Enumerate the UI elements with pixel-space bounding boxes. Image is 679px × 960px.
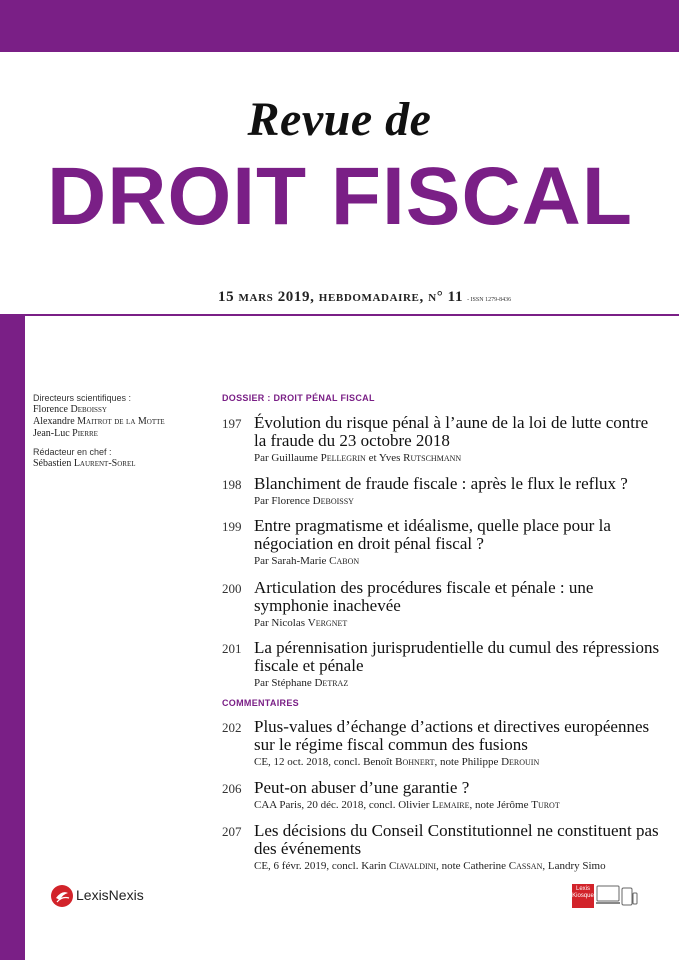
issue-dateline bbox=[218, 289, 511, 306]
devices-icon bbox=[596, 884, 638, 908]
entry-author: Par Stéphane Detraz bbox=[254, 677, 349, 689]
left-color-band bbox=[0, 314, 25, 960]
entry-title: Peut-on abuser d’une garantie ? bbox=[254, 778, 470, 797]
toc-entry[interactable] bbox=[222, 639, 662, 690]
toc-entry[interactable] bbox=[222, 517, 662, 568]
masthead-droit-fiscal: DROIT FISCAL bbox=[47, 151, 633, 242]
entry-author: Par Florence Deboissy bbox=[254, 495, 354, 507]
toc-entry[interactable] bbox=[222, 718, 662, 769]
toc-entry[interactable] bbox=[222, 475, 662, 508]
lexisnexis-logo-icon bbox=[50, 884, 74, 908]
entry-number: 197 bbox=[222, 416, 242, 431]
entry-title: La pérennisation jurisprudentielle du cumul des répressions fiscale et pénale bbox=[254, 638, 660, 675]
entry-title: Entre pragmatisme et idéalisme, quelle place pour la négociation en droit pénal fiscal ? bbox=[254, 516, 611, 553]
entry-author: Par Guillaume Pellegrin et Yves Rutschmann bbox=[254, 452, 462, 464]
entry-title: Articulation des procédures fiscale et pénale : une symphonie inachevée bbox=[254, 578, 594, 615]
editorial-staff bbox=[33, 392, 165, 470]
entry-number: 198 bbox=[222, 477, 242, 492]
entry-author: Par Nicolas Vergnet bbox=[254, 617, 348, 629]
masthead-revue-de: Revue de bbox=[247, 93, 432, 146]
issn: - ISSN 1279-8436 bbox=[467, 297, 512, 303]
entry-title: Les décisions du Conseil Constitutionnel ne constituent pas des événements bbox=[254, 821, 659, 858]
entry-author: CE, 12 oct. 2018, concl. Benoît Bohnert, note Philippe Derouin bbox=[254, 756, 540, 768]
entry-author: CE, 6 févr. 2019, concl. Karin Ciavaldini, note Catherine Cassan, Landry Simo bbox=[254, 860, 606, 872]
entry-author: CAA Paris, 20 déc. 2018, concl. Olivier Lemaire, note Jérôme Turot bbox=[254, 799, 560, 811]
entry-title: Évolution du risque pénal à l’aune de la loi de lutte contre la fraude du 23 octobre 2018 bbox=[254, 413, 649, 450]
toc-entry[interactable] bbox=[222, 414, 662, 465]
director-2: Alexandre Maitrot de la Motte bbox=[33, 416, 165, 427]
entry-title: Plus-values d’échange d’actions et directives européennes sur le régime fiscal commun des fusions bbox=[254, 717, 650, 754]
section-dossier-heading: DOSSIER : DROIT PÉNAL FISCAL bbox=[222, 393, 375, 403]
entry-number: 206 bbox=[222, 781, 242, 796]
entry-number: 199 bbox=[222, 519, 242, 534]
header-rule bbox=[25, 314, 679, 316]
director-1: Florence Deboissy bbox=[33, 404, 107, 415]
lexis-kiosque-badge: Lexis Kiosque bbox=[572, 884, 594, 908]
top-color-band bbox=[0, 0, 679, 52]
issue-date: 15 mars 2019, hebdomadaire, n° 11 bbox=[218, 289, 464, 305]
publisher-name: LexisNexis bbox=[76, 887, 144, 903]
entry-number: 201 bbox=[222, 641, 242, 656]
toc-entry[interactable] bbox=[222, 779, 662, 812]
entry-number: 202 bbox=[222, 720, 242, 735]
entry-author: Par Sarah-Marie Cabon bbox=[254, 555, 360, 567]
toc-entry[interactable] bbox=[222, 579, 662, 630]
entry-number: 207 bbox=[222, 824, 242, 839]
entry-number: 200 bbox=[222, 581, 242, 596]
editor-label: Rédacteur en chef : bbox=[33, 447, 112, 457]
entry-title: Blanchiment de fraude fiscale : après le flux le reflux ? bbox=[254, 474, 628, 493]
editor-name: Sébastien Laurent-Sorel bbox=[33, 458, 136, 469]
section-commentaires-heading: COMMENTAIRES bbox=[222, 698, 299, 708]
toc-entry[interactable] bbox=[222, 822, 662, 873]
directors-label: Directeurs scientifiques : bbox=[33, 393, 132, 403]
director-3: Jean-Luc Pierre bbox=[33, 428, 98, 439]
